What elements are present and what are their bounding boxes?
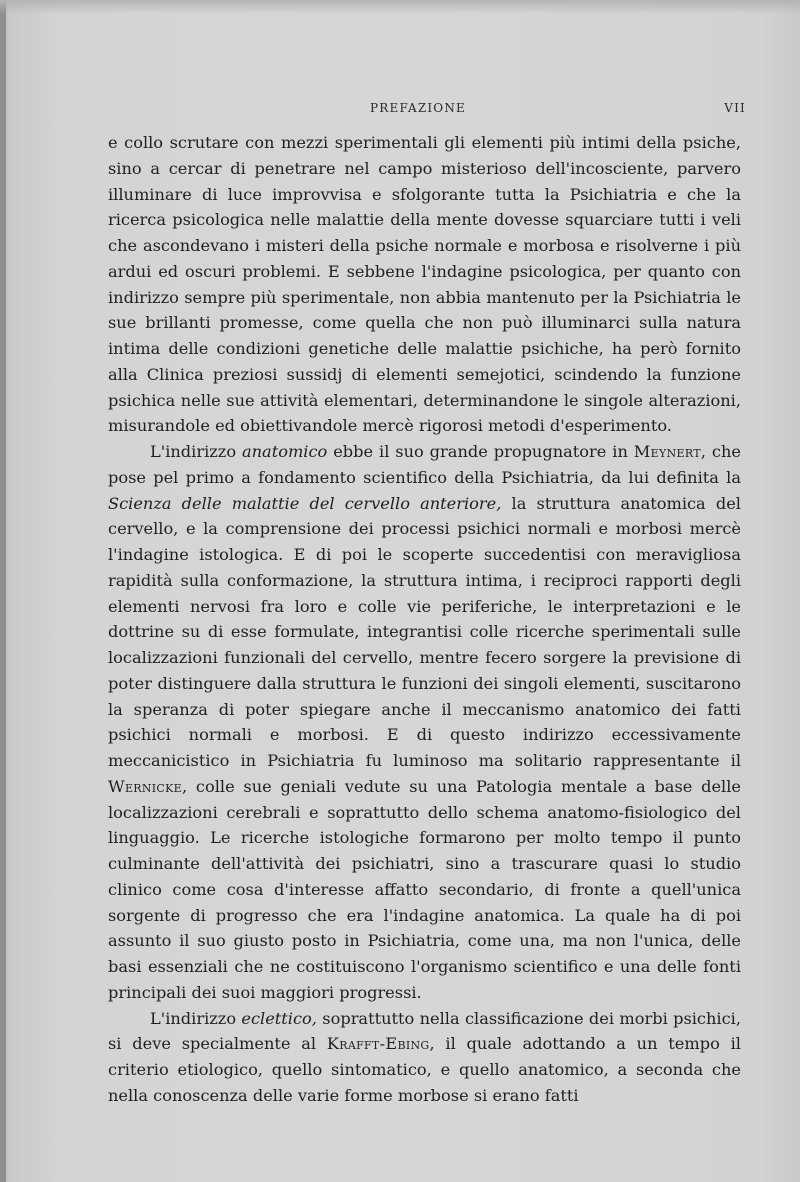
paragraph-1 xyxy=(108,130,741,439)
paragraph-2-segment-3: ebbe il suo grande propugnatore in xyxy=(327,442,634,461)
paragraph-2-segment-1: L'indirizzo xyxy=(150,442,242,461)
paragraph-3-segment-3: soprattutto nella classificazione dei morbi psichici, si deve specialmente al xyxy=(108,1008,741,1054)
author-meynert: Meynert xyxy=(633,442,701,461)
paragraph-2-segment-5: , che pose pel primo a fondamento scientifico della Psichiatria, da lui definita la xyxy=(108,442,741,487)
paragraph-3-segment-1: L'indirizzo xyxy=(150,1008,242,1028)
author-wernicke: Wernicke xyxy=(108,776,182,796)
body-text xyxy=(108,130,741,1109)
paragraph-3-segment-5: , il quale adottando a un tempo il criterio etiologico, quello sintomatico, e quello anatomico, a seconda che nella conoscenza delle varie forme morbose si erano fatti xyxy=(108,1034,741,1105)
running-head xyxy=(108,101,746,119)
paragraph-1-text: e collo scrutare con mezzi sperimentali gli elementi più intimi della psiche, sino a cercar di penetrare nel campo misterioso dell'incosciente, parvero illuminare di luce improvvisa e sfolgorante tutta la Psichiatria e che la ricerca psicologica nelle malattie della mente dovesse squarciare tutti i veli che ascondevano i misteri della psiche normale e morbosa e risolverne i più ardui ed oscuri problemi. E sebbene l'indagine psicologica, per quanto con indirizzo sempre più sperimentale, non abbia mantenuto per la Psichiatria le sue brillanti promesse, come quella che non può illuminarci sulla natura intima delle condizioni genetiche delle malattie psichiche, ha però fornito alla Clinica preziosi sussidj di elementi semejotici, scindendo la funzione psichica nelle sue attività elementari, determinandone le singole alterazioni, misurandole ed obiettivandole mercè rigorosi metodi d'esperimento. xyxy=(108,133,741,436)
author-krafft-ebing: Krafft-Ebing xyxy=(326,1034,430,1054)
paragraph-2-segment-7: la struttura anatomica del cervello, e la comprensione dei processi psichici normali e morbosi mercè l'indagine istologica. E di poi le scoperte succedentisi con meravigliosa rapidità sulla conformazione, la struttura intima, i reciproci rapporti degli elementi nervosi fra loro e colle vie periferiche, le interpretazioni e le dottrine su di esse formulate, integrantisi colle ricerche sperimentali sulle localizzazioni funzionali del cervello, mentre fecero sorgere la previsione di poter distinguere dalla struttura le funzioni dei singoli elementi, suscitarono la speranza di poter spiegare anche il meccanismo anatomico dei fatti psichici normali e morbosi. E di questo indirizzo eccessivamente meccanicistico in Psichiatria fu luminoso ma solitario rappresentante il xyxy=(108,493,741,770)
page-number: VII xyxy=(724,101,746,115)
paragraph-2-segment-9: , colle sue geniali vedute su una Patologia mentale a base delle localizzazioni cerebrali e soprattutto dello schema anatomo-fisiologico del linguaggio. Le ricerche istologiche formarono per molto tempo il punto culminante dell'attività dei psichiatri, sino a trascurare quasi lo studio clinico come cosa d'interesse affatto secondario, di fronte a quell'unica sorgente di progresso che era l'indagine anatomica. La quale ha di poi assunto il suo giusto posto in Psichiatria, come una, ma non l'unica, delle basi essenziali che ne costituiscono l'organismo scientifico e una delle fonti principali dei suoi maggiori progressi. xyxy=(108,776,741,1002)
term-anatomico: anatomico xyxy=(241,442,328,461)
paragraph-2 xyxy=(108,439,741,1006)
term-eclettico: eclettico, xyxy=(241,1008,317,1028)
term-scienza-cervello: Scienza delle malattie del cervello anteriore, xyxy=(108,493,502,513)
paragraph-3 xyxy=(108,1006,741,1109)
running-title: PREFAZIONE xyxy=(370,101,466,115)
